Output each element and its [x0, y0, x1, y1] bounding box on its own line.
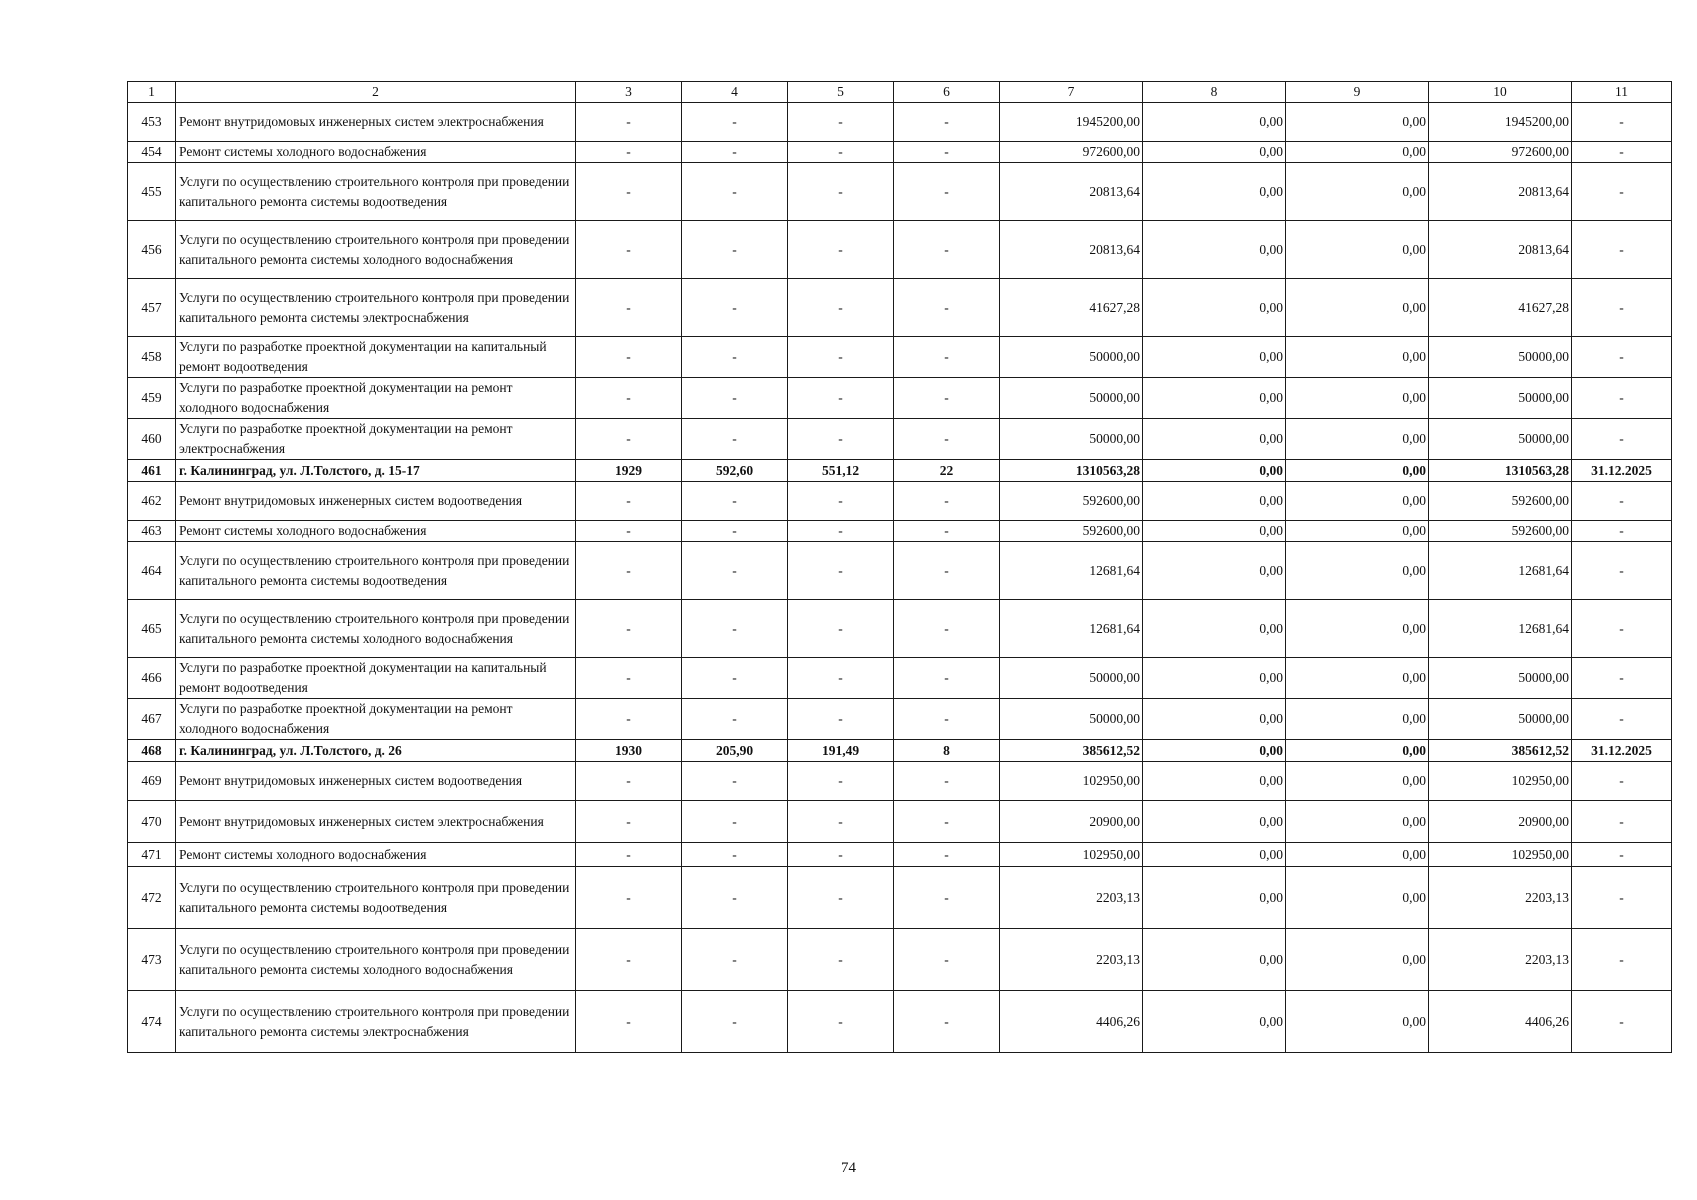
- table-row: [128, 103, 1672, 142]
- row-number: 457: [128, 279, 176, 337]
- table-row: [128, 142, 1672, 163]
- value-col-9: 0,00: [1286, 801, 1429, 843]
- value-col-8: 0,00: [1143, 482, 1286, 521]
- value-col-11: -: [1572, 142, 1672, 163]
- table-row-address: [128, 740, 1672, 762]
- table-row: [128, 991, 1672, 1053]
- row-description: Услуги по разработке проектной документации на ремонт электроснабжения: [176, 419, 576, 460]
- value-col-4: -: [682, 103, 788, 142]
- value-col-3: -: [576, 142, 682, 163]
- table-row: [128, 929, 1672, 991]
- value-col-7: 4406,26: [1000, 991, 1143, 1053]
- value-col-11: -: [1572, 600, 1672, 658]
- row-number: 454: [128, 142, 176, 163]
- value-col-7: 20900,00: [1000, 801, 1143, 843]
- value-col-10: 50000,00: [1429, 699, 1572, 740]
- row-description: Услуги по разработке проектной документации на капитальный ремонт водоотведения: [176, 658, 576, 699]
- value-col-4: -: [682, 929, 788, 991]
- value-col-11: 31.12.2025: [1572, 740, 1672, 762]
- value-col-4: -: [682, 762, 788, 801]
- value-col-4: -: [682, 221, 788, 279]
- value-col-7: 50000,00: [1000, 337, 1143, 378]
- value-col-9: 0,00: [1286, 762, 1429, 801]
- table-row: [128, 762, 1672, 801]
- value-col-9: 0,00: [1286, 460, 1429, 482]
- row-number: 467: [128, 699, 176, 740]
- value-col-11: -: [1572, 762, 1672, 801]
- table-row: [128, 699, 1672, 740]
- value-col-4: -: [682, 542, 788, 600]
- value-col-5: 551,12: [788, 460, 894, 482]
- value-col-4: -: [682, 279, 788, 337]
- value-col-5: -: [788, 279, 894, 337]
- value-col-7: 102950,00: [1000, 843, 1143, 867]
- row-description: Услуги по осуществлению строительного контроля при проведении капитального ремонта системы электроснабжения: [176, 279, 576, 337]
- value-col-4: 592,60: [682, 460, 788, 482]
- value-col-5: 191,49: [788, 740, 894, 762]
- value-col-5: -: [788, 600, 894, 658]
- column-number-3: 3: [576, 82, 682, 103]
- table-row: [128, 867, 1672, 929]
- row-number: 456: [128, 221, 176, 279]
- value-col-11: -: [1572, 279, 1672, 337]
- table-row: [128, 843, 1672, 867]
- value-col-8: 0,00: [1143, 337, 1286, 378]
- row-description: Услуги по осуществлению строительного контроля при проведении капитального ремонта системы электроснабжения: [176, 991, 576, 1053]
- value-col-6: -: [894, 221, 1000, 279]
- row-description: г. Калининград, ул. Л.Толстого, д. 15-17: [176, 460, 576, 482]
- value-col-4: -: [682, 658, 788, 699]
- value-col-10: 1945200,00: [1429, 103, 1572, 142]
- table-row: [128, 337, 1672, 378]
- row-number: 470: [128, 801, 176, 843]
- value-col-8: 0,00: [1143, 103, 1286, 142]
- value-col-4: -: [682, 867, 788, 929]
- table-row: [128, 521, 1672, 542]
- value-col-8: 0,00: [1143, 378, 1286, 419]
- value-col-6: 22: [894, 460, 1000, 482]
- row-description: Услуги по осуществлению строительного контроля при проведении капитального ремонта системы водоотведения: [176, 867, 576, 929]
- value-col-8: 0,00: [1143, 460, 1286, 482]
- value-col-11: -: [1572, 867, 1672, 929]
- value-col-10: 50000,00: [1429, 419, 1572, 460]
- value-col-6: -: [894, 521, 1000, 542]
- column-number-9: 9: [1286, 82, 1429, 103]
- value-col-4: -: [682, 378, 788, 419]
- value-col-5: -: [788, 103, 894, 142]
- column-number-10: 10: [1429, 82, 1572, 103]
- value-col-8: 0,00: [1143, 279, 1286, 337]
- row-number: 473: [128, 929, 176, 991]
- value-col-8: 0,00: [1143, 929, 1286, 991]
- value-col-6: -: [894, 542, 1000, 600]
- row-description: Ремонт системы холодного водоснабжения: [176, 142, 576, 163]
- table-row: [128, 542, 1672, 600]
- value-col-3: -: [576, 991, 682, 1053]
- value-col-10: 20813,64: [1429, 163, 1572, 221]
- value-col-7: 592600,00: [1000, 521, 1143, 542]
- value-col-5: -: [788, 867, 894, 929]
- value-col-7: 385612,52: [1000, 740, 1143, 762]
- column-number-5: 5: [788, 82, 894, 103]
- value-col-9: 0,00: [1286, 337, 1429, 378]
- value-col-11: -: [1572, 542, 1672, 600]
- value-col-9: 0,00: [1286, 542, 1429, 600]
- value-col-5: -: [788, 163, 894, 221]
- value-col-10: 1310563,28: [1429, 460, 1572, 482]
- value-col-10: 2203,13: [1429, 929, 1572, 991]
- value-col-6: -: [894, 419, 1000, 460]
- value-col-4: -: [682, 991, 788, 1053]
- value-col-9: 0,00: [1286, 419, 1429, 460]
- row-number: 468: [128, 740, 176, 762]
- table-row-address: [128, 460, 1672, 482]
- value-col-8: 0,00: [1143, 221, 1286, 279]
- value-col-7: 12681,64: [1000, 542, 1143, 600]
- value-col-11: -: [1572, 419, 1672, 460]
- value-col-5: -: [788, 378, 894, 419]
- value-col-5: -: [788, 521, 894, 542]
- value-col-5: -: [788, 843, 894, 867]
- value-col-7: 2203,13: [1000, 929, 1143, 991]
- value-col-9: 0,00: [1286, 142, 1429, 163]
- value-col-6: -: [894, 929, 1000, 991]
- value-col-4: -: [682, 843, 788, 867]
- value-col-10: 50000,00: [1429, 378, 1572, 419]
- value-col-11: -: [1572, 699, 1672, 740]
- value-col-9: 0,00: [1286, 929, 1429, 991]
- value-col-3: -: [576, 867, 682, 929]
- value-col-4: -: [682, 163, 788, 221]
- row-number: 472: [128, 867, 176, 929]
- value-col-3: -: [576, 482, 682, 521]
- value-col-7: 1310563,28: [1000, 460, 1143, 482]
- row-number: 460: [128, 419, 176, 460]
- value-col-8: 0,00: [1143, 163, 1286, 221]
- value-col-11: -: [1572, 337, 1672, 378]
- row-number: 464: [128, 542, 176, 600]
- value-col-3: -: [576, 521, 682, 542]
- row-description: Услуги по разработке проектной документации на ремонт холодного водоснабжения: [176, 378, 576, 419]
- value-col-4: -: [682, 482, 788, 521]
- table-row: [128, 482, 1672, 521]
- row-description: Ремонт внутридомовых инженерных систем водоотведения: [176, 762, 576, 801]
- value-col-10: 50000,00: [1429, 658, 1572, 699]
- value-col-10: 102950,00: [1429, 762, 1572, 801]
- value-col-4: -: [682, 521, 788, 542]
- row-number: 462: [128, 482, 176, 521]
- row-number: 458: [128, 337, 176, 378]
- value-col-11: -: [1572, 103, 1672, 142]
- value-col-7: 50000,00: [1000, 699, 1143, 740]
- value-col-5: -: [788, 419, 894, 460]
- value-col-4: -: [682, 142, 788, 163]
- value-col-9: 0,00: [1286, 740, 1429, 762]
- value-col-5: -: [788, 482, 894, 521]
- value-col-5: -: [788, 699, 894, 740]
- value-col-11: -: [1572, 991, 1672, 1053]
- value-col-3: -: [576, 658, 682, 699]
- value-col-10: 102950,00: [1429, 843, 1572, 867]
- value-col-8: 0,00: [1143, 991, 1286, 1053]
- value-col-10: 12681,64: [1429, 600, 1572, 658]
- value-col-5: -: [788, 929, 894, 991]
- value-col-10: 41627,28: [1429, 279, 1572, 337]
- value-col-6: -: [894, 378, 1000, 419]
- value-col-10: 592600,00: [1429, 521, 1572, 542]
- value-col-3: -: [576, 163, 682, 221]
- row-description: Ремонт внутридомовых инженерных систем электроснабжения: [176, 103, 576, 142]
- value-col-8: 0,00: [1143, 699, 1286, 740]
- value-col-11: -: [1572, 521, 1672, 542]
- value-col-4: 205,90: [682, 740, 788, 762]
- value-col-3: -: [576, 378, 682, 419]
- value-col-3: -: [576, 337, 682, 378]
- value-col-6: -: [894, 801, 1000, 843]
- value-col-3: -: [576, 699, 682, 740]
- value-col-9: 0,00: [1286, 991, 1429, 1053]
- value-col-5: -: [788, 991, 894, 1053]
- value-col-11: -: [1572, 929, 1672, 991]
- value-col-5: -: [788, 142, 894, 163]
- row-description: Услуги по осуществлению строительного контроля при проведении капитального ремонта системы холодного водоснабжения: [176, 929, 576, 991]
- value-col-5: -: [788, 762, 894, 801]
- table-row: [128, 378, 1672, 419]
- value-col-3: -: [576, 103, 682, 142]
- value-col-8: 0,00: [1143, 419, 1286, 460]
- value-col-6: -: [894, 867, 1000, 929]
- value-col-3: -: [576, 279, 682, 337]
- value-col-6: -: [894, 600, 1000, 658]
- value-col-11: -: [1572, 163, 1672, 221]
- value-col-8: 0,00: [1143, 867, 1286, 929]
- row-number: 461: [128, 460, 176, 482]
- table-body: [128, 82, 1672, 1053]
- value-col-11: -: [1572, 801, 1672, 843]
- value-col-4: -: [682, 600, 788, 658]
- value-col-5: -: [788, 658, 894, 699]
- value-col-6: -: [894, 658, 1000, 699]
- value-col-8: 0,00: [1143, 658, 1286, 699]
- value-col-5: -: [788, 221, 894, 279]
- value-col-10: 385612,52: [1429, 740, 1572, 762]
- value-col-11: -: [1572, 378, 1672, 419]
- table-row: [128, 801, 1672, 843]
- value-col-7: 12681,64: [1000, 600, 1143, 658]
- value-col-10: 4406,26: [1429, 991, 1572, 1053]
- row-number: 455: [128, 163, 176, 221]
- value-col-8: 0,00: [1143, 762, 1286, 801]
- value-col-6: -: [894, 142, 1000, 163]
- value-col-7: 2203,13: [1000, 867, 1143, 929]
- value-col-10: 592600,00: [1429, 482, 1572, 521]
- value-col-9: 0,00: [1286, 378, 1429, 419]
- value-col-6: -: [894, 843, 1000, 867]
- value-col-6: -: [894, 337, 1000, 378]
- column-number-6: 6: [894, 82, 1000, 103]
- works-table: [127, 81, 1672, 1053]
- value-col-4: -: [682, 801, 788, 843]
- column-number-7: 7: [1000, 82, 1143, 103]
- value-col-9: 0,00: [1286, 843, 1429, 867]
- row-description: Ремонт внутридомовых инженерных систем электроснабжения: [176, 801, 576, 843]
- table-row: [128, 279, 1672, 337]
- value-col-7: 1945200,00: [1000, 103, 1143, 142]
- row-number: 459: [128, 378, 176, 419]
- row-description: Ремонт внутридомовых инженерных систем водоотведения: [176, 482, 576, 521]
- value-col-7: 41627,28: [1000, 279, 1143, 337]
- value-col-7: 20813,64: [1000, 163, 1143, 221]
- row-number: 465: [128, 600, 176, 658]
- value-col-9: 0,00: [1286, 163, 1429, 221]
- row-number: 453: [128, 103, 176, 142]
- value-col-9: 0,00: [1286, 600, 1429, 658]
- value-col-4: -: [682, 699, 788, 740]
- row-description: Ремонт системы холодного водоснабжения: [176, 521, 576, 542]
- value-col-9: 0,00: [1286, 699, 1429, 740]
- row-number: 471: [128, 843, 176, 867]
- value-col-10: 20900,00: [1429, 801, 1572, 843]
- value-col-10: 20813,64: [1429, 221, 1572, 279]
- value-col-6: -: [894, 482, 1000, 521]
- value-col-11: 31.12.2025: [1572, 460, 1672, 482]
- value-col-8: 0,00: [1143, 521, 1286, 542]
- row-number: 463: [128, 521, 176, 542]
- value-col-11: -: [1572, 482, 1672, 521]
- value-col-5: -: [788, 542, 894, 600]
- value-col-7: 50000,00: [1000, 658, 1143, 699]
- page-number: 74: [841, 1160, 856, 1176]
- row-description: Услуги по осуществлению строительного контроля при проведении капитального ремонта системы холодного водоснабжения: [176, 221, 576, 279]
- value-col-8: 0,00: [1143, 801, 1286, 843]
- value-col-8: 0,00: [1143, 142, 1286, 163]
- value-col-7: 972600,00: [1000, 142, 1143, 163]
- value-col-3: -: [576, 801, 682, 843]
- value-col-6: -: [894, 163, 1000, 221]
- value-col-7: 50000,00: [1000, 419, 1143, 460]
- row-description: г. Калининград, ул. Л.Толстого, д. 26: [176, 740, 576, 762]
- value-col-11: -: [1572, 221, 1672, 279]
- value-col-3: -: [576, 542, 682, 600]
- value-col-3: -: [576, 929, 682, 991]
- value-col-4: -: [682, 419, 788, 460]
- value-col-11: -: [1572, 843, 1672, 867]
- value-col-6: -: [894, 762, 1000, 801]
- value-col-8: 0,00: [1143, 740, 1286, 762]
- value-col-7: 20813,64: [1000, 221, 1143, 279]
- row-description: Услуги по осуществлению строительного контроля при проведении капитального ремонта системы холодного водоснабжения: [176, 600, 576, 658]
- row-description: Услуги по осуществлению строительного контроля при проведении капитального ремонта системы водоотведения: [176, 163, 576, 221]
- value-col-8: 0,00: [1143, 600, 1286, 658]
- value-col-6: -: [894, 699, 1000, 740]
- value-col-8: 0,00: [1143, 542, 1286, 600]
- value-col-3: -: [576, 843, 682, 867]
- row-description: Услуги по осуществлению строительного контроля при проведении капитального ремонта системы водоотведения: [176, 542, 576, 600]
- table-row: [128, 221, 1672, 279]
- value-col-3: 1929: [576, 460, 682, 482]
- value-col-10: 2203,13: [1429, 867, 1572, 929]
- value-col-9: 0,00: [1286, 103, 1429, 142]
- value-col-9: 0,00: [1286, 221, 1429, 279]
- row-description: Ремонт системы холодного водоснабжения: [176, 843, 576, 867]
- row-description: Услуги по разработке проектной документации на ремонт холодного водоснабжения: [176, 699, 576, 740]
- row-number: 474: [128, 991, 176, 1053]
- column-number-2: 2: [176, 82, 576, 103]
- table-row: [128, 600, 1672, 658]
- value-col-3: 1930: [576, 740, 682, 762]
- value-col-5: -: [788, 801, 894, 843]
- column-number-header-row: [128, 82, 1672, 103]
- row-number: 466: [128, 658, 176, 699]
- column-number-11: 11: [1572, 82, 1672, 103]
- row-number: 469: [128, 762, 176, 801]
- value-col-8: 0,00: [1143, 843, 1286, 867]
- value-col-9: 0,00: [1286, 482, 1429, 521]
- value-col-4: -: [682, 337, 788, 378]
- table-row: [128, 658, 1672, 699]
- value-col-3: -: [576, 600, 682, 658]
- column-number-4: 4: [682, 82, 788, 103]
- value-col-7: 50000,00: [1000, 378, 1143, 419]
- value-col-10: 50000,00: [1429, 337, 1572, 378]
- value-col-6: -: [894, 991, 1000, 1053]
- value-col-9: 0,00: [1286, 521, 1429, 542]
- table-row: [128, 419, 1672, 460]
- value-col-9: 0,00: [1286, 279, 1429, 337]
- table-row: [128, 163, 1672, 221]
- value-col-10: 972600,00: [1429, 142, 1572, 163]
- value-col-11: -: [1572, 658, 1672, 699]
- value-col-3: -: [576, 419, 682, 460]
- value-col-6: -: [894, 279, 1000, 337]
- value-col-7: 592600,00: [1000, 482, 1143, 521]
- value-col-3: -: [576, 762, 682, 801]
- value-col-5: -: [788, 337, 894, 378]
- column-number-1: 1: [128, 82, 176, 103]
- value-col-9: 0,00: [1286, 658, 1429, 699]
- column-number-8: 8: [1143, 82, 1286, 103]
- value-col-6: -: [894, 103, 1000, 142]
- value-col-9: 0,00: [1286, 867, 1429, 929]
- value-col-7: 102950,00: [1000, 762, 1143, 801]
- value-col-6: 8: [894, 740, 1000, 762]
- row-description: Услуги по разработке проектной документации на капитальный ремонт водоотведения: [176, 337, 576, 378]
- value-col-3: -: [576, 221, 682, 279]
- value-col-10: 12681,64: [1429, 542, 1572, 600]
